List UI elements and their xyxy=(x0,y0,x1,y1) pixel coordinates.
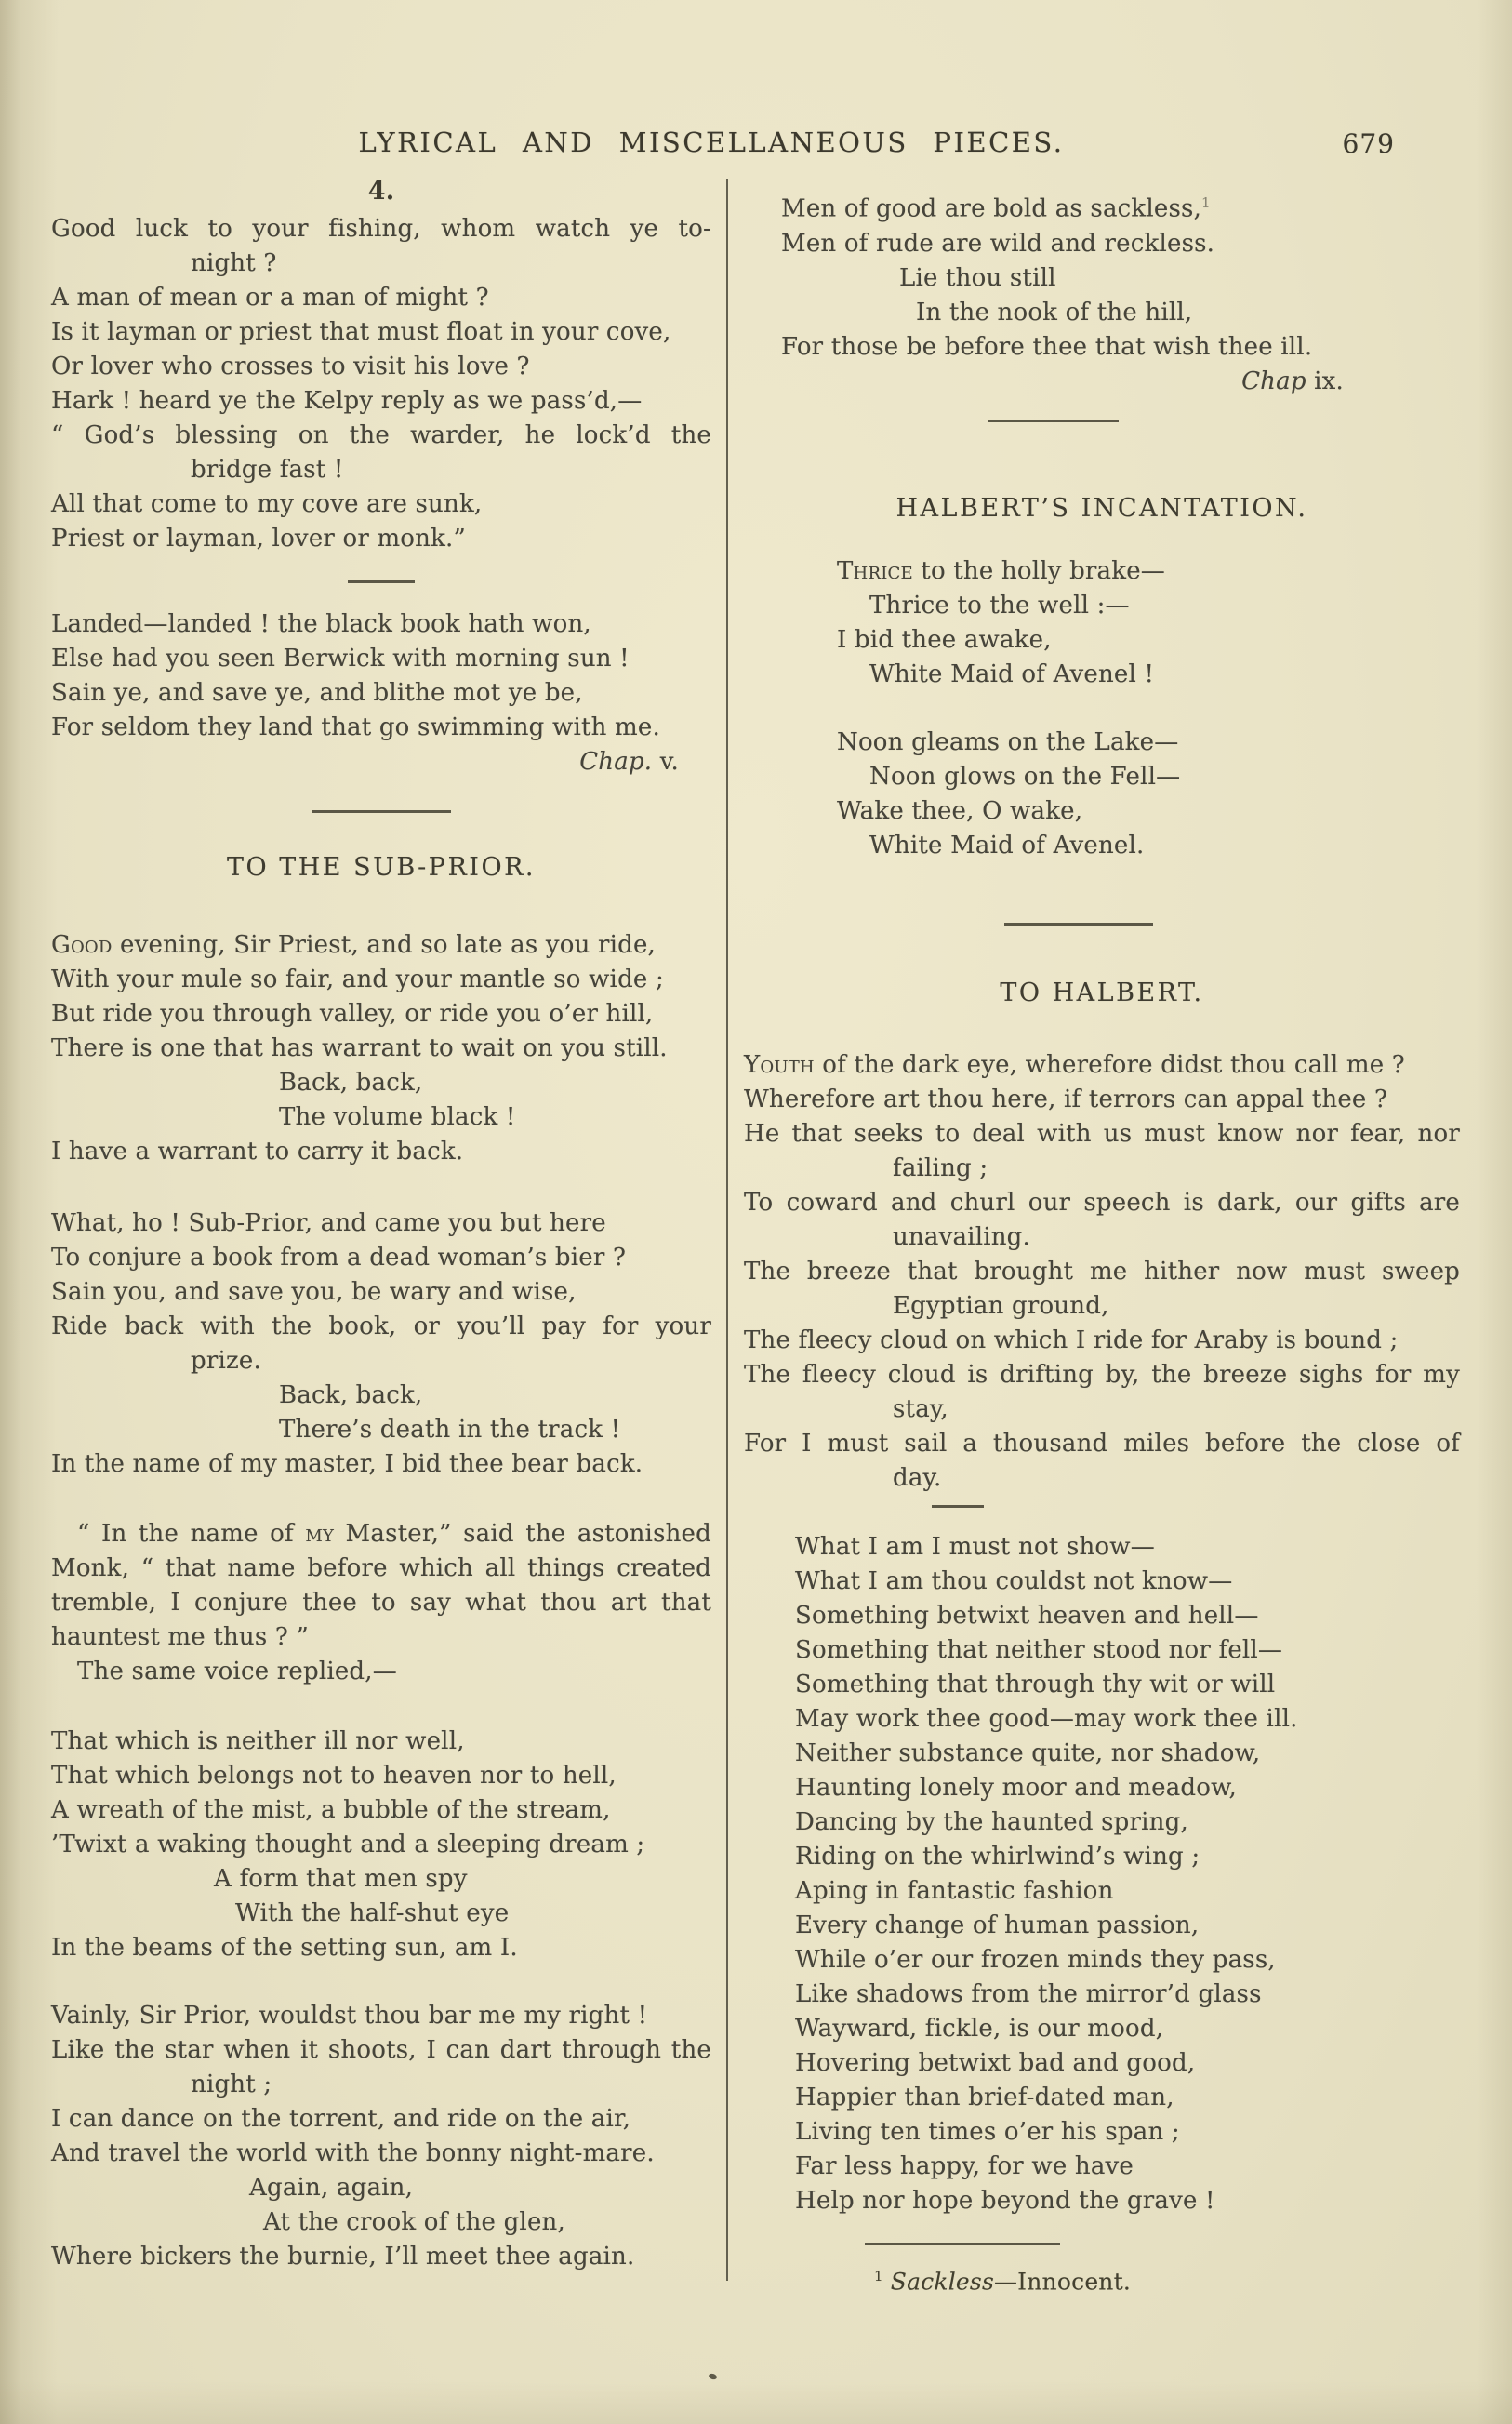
left-column xyxy=(51,175,711,2274)
line-text: of the dark eye, wherefore didst thou call me ? xyxy=(814,1050,1405,1079)
poem-line: Like shadows from the mirror’d glass xyxy=(795,1979,1262,2008)
small-caps-word: Good xyxy=(51,931,113,959)
poem-line: Dancing by the haunted spring, xyxy=(795,1807,1188,1836)
prose-text: “ In the name of xyxy=(77,1520,306,1548)
poem-line: Landed—landed ! the black book hath won, xyxy=(51,610,591,638)
poem-line: White Maid of Avenel. xyxy=(869,831,1145,859)
chapter-attribution xyxy=(744,365,1460,399)
page-title: LYRICAL AND MISCELLANEOUS PIECES. xyxy=(358,127,1065,158)
prose-line: Monk, “ that name before which all things created xyxy=(51,1554,711,1582)
poem-line: Hark ! heard ye the Kelpy reply as we pass’d,— xyxy=(51,387,643,415)
prose-line: The same voice replied,— xyxy=(77,1658,397,1685)
poem-stanza-vainly xyxy=(51,1999,711,2274)
line-text: to the holly brake— xyxy=(912,556,1166,585)
poem-line xyxy=(51,928,711,963)
poem-line: I bid thee awake, xyxy=(837,625,1052,654)
chapter-attribution xyxy=(51,745,711,779)
poem-line: Something that neither stood nor fell— xyxy=(795,1635,1283,1664)
footnote-reference: 1 xyxy=(1201,194,1211,211)
poem-line: He that seeks to deal with us must know nor fear, nor xyxy=(744,1119,1460,1148)
poem-line: Haunting lonely moor and meadow, xyxy=(795,1773,1237,1802)
poem-line: Every change of human passion, xyxy=(795,1911,1200,1939)
chapter-word: Chap. xyxy=(579,748,653,776)
heading-to-the-sub-prior: TO THE SUB-PRIOR. xyxy=(227,853,536,882)
poem-line: But ride you through valley, or ride you o’er hill, xyxy=(51,1000,654,1028)
small-caps-word: Youth xyxy=(744,1050,815,1079)
ink-speck xyxy=(708,2373,717,2380)
poem-stanza-fishing xyxy=(51,212,711,556)
poem-line: Lie thou still xyxy=(899,263,1056,292)
poem-line: Sain you, and save you, be wary and wise, xyxy=(51,1278,577,1306)
stanza-divider xyxy=(348,580,415,583)
poem-line: The fleecy cloud is drifting by, the breeze sighs for my xyxy=(744,1360,1460,1389)
poem-line: Vainly, Sir Prior, wouldst thou bar me my right ! xyxy=(51,2002,648,2030)
chapter-word: Chap xyxy=(1241,366,1306,395)
poem-line: Something that through thy wit or will xyxy=(795,1670,1276,1698)
poem-line: What, ho ! Sub-Prior, and came you but here xyxy=(51,1209,606,1237)
poem-line: The breeze that brought me hither now must sweep xyxy=(744,1257,1460,1285)
poem-stanza-noon xyxy=(837,726,1460,863)
line-text: Men of good are bold as sackless, xyxy=(781,194,1202,223)
poem-line: ’Twixt a waking thought and a sleeping dream ; xyxy=(51,1831,645,1858)
poem-line: night ? xyxy=(191,249,277,277)
poem-line: failing ; xyxy=(893,1153,988,1182)
poem-line: Something betwixt heaven and hell— xyxy=(795,1601,1259,1630)
poem-line: stay, xyxy=(893,1394,948,1423)
poem-line: Ride back with the book, or you’ll pay for your xyxy=(51,1312,711,1340)
poem-line: Again, again, xyxy=(249,2174,414,2202)
footnote-marker: 1 xyxy=(874,2267,883,2284)
prose-line: hauntest me thus ? ” xyxy=(51,1623,309,1651)
poem-line: To coward and churl our speech is dark, our gifts are xyxy=(744,1188,1460,1217)
poem-line: prize. xyxy=(191,1347,261,1375)
poem-line: Back, back, xyxy=(279,1069,423,1097)
poem-line: May work thee good—may work thee ill. xyxy=(795,1704,1298,1733)
line-text: evening, Sir Priest, and so late as you ride, xyxy=(112,931,657,959)
poem-line: For I must sail a thousand miles before the close of xyxy=(744,1429,1460,1458)
poem-line: Sain ye, and save ye, and blithe mot ye be, xyxy=(51,679,583,707)
column-rule xyxy=(726,179,728,2281)
chapter-numeral: ix. xyxy=(1306,366,1344,395)
poem-line: Help nor hope beyond the grave ! xyxy=(795,2186,1215,2215)
poem-line: Far less happy, for we have xyxy=(795,2151,1134,2180)
poem-line: Good luck to your fishing, whom watch ye to- xyxy=(51,215,711,243)
right-column xyxy=(744,186,1460,2297)
poem-stanza-what-ho xyxy=(51,1206,711,1482)
poem-line: day. xyxy=(893,1463,942,1492)
poem-stanza-thrice xyxy=(837,554,1460,692)
poem-line: That which is neither ill nor well, xyxy=(51,1727,465,1755)
poem-line: The volume black ! xyxy=(279,1103,516,1131)
heading-halberts-incantation: HALBERT’S INCANTATION. xyxy=(895,493,1308,523)
poem-line: I can dance on the torrent, and ride on the air, xyxy=(51,2105,631,2133)
poem-line: And travel the world with the bonny night-mare. xyxy=(51,2139,655,2167)
poem-line: All that come to my cove are sunk, xyxy=(51,490,483,518)
poem-line: Neither substance quite, nor shadow, xyxy=(795,1738,1261,1767)
poem-line: A man of mean or a man of might ? xyxy=(51,284,489,312)
poem-line: Back, back, xyxy=(279,1381,423,1409)
section-divider xyxy=(1004,923,1153,926)
poem-line: With the half-shut eye xyxy=(235,1899,510,1927)
poem-line: Is it layman or priest that must float in your cove, xyxy=(51,318,671,346)
poem-line: Where bickers the burnie, I’ll meet thee again. xyxy=(51,2243,635,2271)
poem-line: A form that men spy xyxy=(214,1865,468,1893)
prose-paragraph xyxy=(51,1517,711,1689)
poem-line: bridge fast ! xyxy=(191,456,344,484)
poem-line: A wreath of the mist, a bubble of the stream, xyxy=(51,1796,611,1824)
poem-line: At the crook of the glen, xyxy=(263,2208,565,2236)
poem-stanza-youth xyxy=(744,1048,1460,1496)
poem-line: Else had you seen Berwick with morning sun ! xyxy=(51,645,630,673)
prose-text: Master,” said the astonished xyxy=(334,1520,711,1548)
footnote-term: Sackless xyxy=(890,2267,994,2295)
poem-line: While o’er our frozen minds they pass, xyxy=(795,1945,1276,1974)
poem-line: Or lover who crosses to visit his love ? xyxy=(51,353,530,380)
heading-to-halbert: TO HALBERT. xyxy=(1000,978,1204,1007)
page-number: 679 xyxy=(1342,128,1395,159)
poem-line: In the nook of the hill, xyxy=(916,298,1193,326)
poem-line: night ; xyxy=(191,2071,272,2098)
poem-line: Riding on the whirlwind’s wing ; xyxy=(795,1842,1200,1871)
poem-line: Living ten times o’er his span ; xyxy=(795,2117,1180,2146)
poem-line: The fleecy cloud on which I ride for Araby is bound ; xyxy=(744,1325,1399,1354)
poem-stanza-men-of-good xyxy=(781,186,1460,365)
poem-line: Like the star when it shoots, I can dart through the xyxy=(51,2036,711,2064)
poem-line: That which belongs not to heaven nor to hell, xyxy=(51,1762,617,1790)
poem-line xyxy=(837,554,1460,589)
poem-line: Happier than brief-dated man, xyxy=(795,2083,1174,2111)
small-caps-word: Thrice xyxy=(837,556,913,585)
poem-line: In the beams of the setting sun, am I. xyxy=(51,1934,518,1962)
footnote xyxy=(874,2260,1460,2297)
stanza-divider xyxy=(932,1505,984,1508)
poem-line: Wherefore art thou here, if terrors can appal thee ? xyxy=(744,1085,1388,1113)
poem-line: Aping in fantastic fashion xyxy=(795,1876,1114,1905)
poem-line xyxy=(781,186,1460,227)
footnote-divider xyxy=(865,2243,1060,2245)
poem-stanza-good-evening xyxy=(51,928,711,1169)
poem-line: Egyptian ground, xyxy=(893,1291,1109,1320)
poem-line: Men of rude are wild and reckless. xyxy=(781,229,1215,258)
poem-stanza-that-which xyxy=(51,1725,711,1965)
poem-line: What I am I must not show— xyxy=(795,1532,1155,1561)
section-divider xyxy=(988,420,1119,422)
section-number: 4. xyxy=(367,177,395,206)
prose-line: tremble, I conjure thee to say what thou art that xyxy=(51,1589,711,1617)
poem-line: Noon glows on the Fell— xyxy=(869,762,1181,791)
poem-line: There’s death in the track ! xyxy=(279,1416,621,1444)
poem-line xyxy=(744,1048,1460,1083)
poem-line: White Maid of Avenel ! xyxy=(869,659,1155,688)
chapter-numeral: v. xyxy=(652,748,679,776)
poem-stanza-landed xyxy=(51,607,711,779)
section-divider xyxy=(312,810,451,813)
poem-line: Noon gleams on the Lake— xyxy=(837,727,1179,756)
prose-line xyxy=(51,1517,711,1552)
small-caps-word: my xyxy=(305,1520,335,1548)
poem-line: Hovering betwixt bad and good, xyxy=(795,2048,1196,2077)
poem-line: There is one that has warrant to wait on you still. xyxy=(51,1034,668,1062)
poem-line: Priest or layman, lover or monk.” xyxy=(51,525,467,553)
poem-line: For those be before thee that wish thee ill. xyxy=(781,332,1313,361)
poem-line: With your mule so fair, and your mantle so wide ; xyxy=(51,966,664,993)
poem-line: I have a warrant to carry it back. xyxy=(51,1138,464,1165)
poem-line: Wayward, fickle, is our mood, xyxy=(795,2014,1164,2043)
poem-line: For seldom they land that go swimming with me. xyxy=(51,713,660,741)
poem-line: Thrice to the well :— xyxy=(869,591,1130,619)
poem-line: To conjure a book from a dead woman’s bier ? xyxy=(51,1244,627,1272)
poem-line: Wake thee, O wake, xyxy=(837,796,1083,825)
poem-stanza-what-i-am xyxy=(795,1530,1460,2218)
poem-line: What I am thou couldst not know— xyxy=(795,1566,1233,1595)
footnote-text: —Innocent. xyxy=(993,2267,1132,2295)
poem-line: “ God’s blessing on the warder, he lock’d the xyxy=(51,421,711,449)
poem-line: unavailing. xyxy=(893,1222,1030,1251)
poem-line: In the name of my master, I bid thee bear back. xyxy=(51,1450,643,1478)
